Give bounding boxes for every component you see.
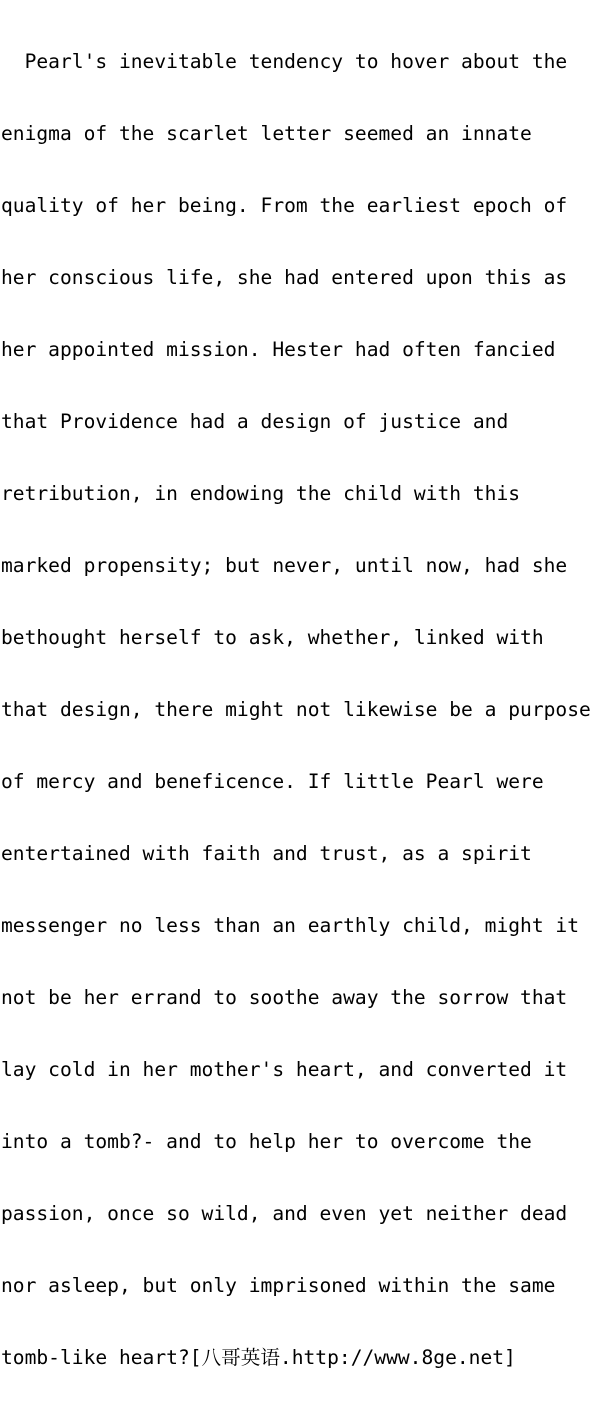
passage-line: passion, once so wild, and even yet neither dead: [1, 1202, 568, 1225]
passage-line: of mercy and beneficence. If little Pearl were: [1, 770, 544, 793]
passage-text: [1, 2, 591, 1418]
passage-line: that design, there might not likewise be a purpose: [1, 698, 591, 721]
passage-line: Pearl's inevitable tendency to hover about the: [1, 50, 568, 73]
passage-line: her appointed mission. Hester had often fancied: [1, 338, 556, 361]
passage-line: bethought herself to ask, whether, linked with: [1, 626, 544, 649]
passage-line: quality of her being. From the earliest epoch of: [1, 194, 568, 217]
passage-line: enigma of the scarlet letter seemed an innate: [1, 122, 532, 145]
passage-line: nor asleep, but only imprisoned within the same: [1, 1274, 556, 1297]
passage-line-source: tomb-like heart?[八哥英语.http://www.8ge.net]: [1, 1346, 516, 1369]
passage-line: retribution, in endowing the child with this: [1, 482, 521, 505]
passage-line: lay cold in her mother's heart, and converted it: [1, 1058, 568, 1081]
passage-line: messenger no less than an earthly child, might it: [1, 914, 580, 937]
passage-line: that Providence had a design of justice and: [1, 410, 509, 433]
passage-line: her conscious life, she had entered upon this as: [1, 266, 568, 289]
passage-line: into a tomb?- and to help her to overcome the: [1, 1130, 532, 1153]
passage-line: entertained with faith and trust, as a spirit: [1, 842, 532, 865]
passage-line: not be her errand to soothe away the sorrow that: [1, 986, 568, 1009]
passage-line: marked propensity; but never, until now, had she: [1, 554, 568, 577]
